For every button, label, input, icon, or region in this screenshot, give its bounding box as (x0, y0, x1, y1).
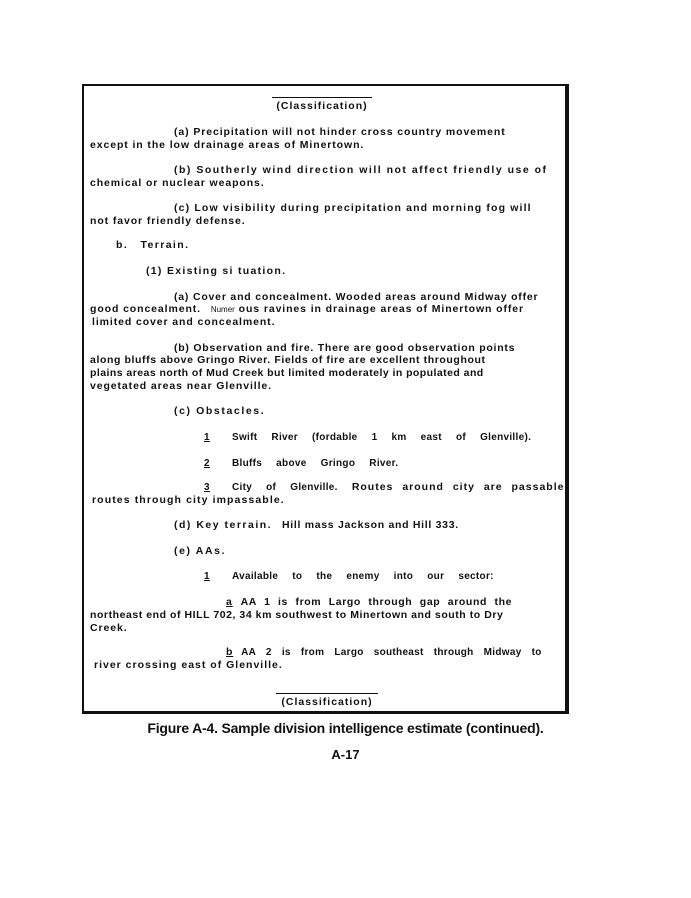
precip-line-1: (a) Precipitation will not hinder cross country movement (174, 126, 506, 138)
classification-top: (Classification) (276, 100, 368, 112)
cover-line-2a: good concealment. (90, 303, 201, 315)
cover-line-2 (90, 303, 524, 316)
aa-1 (204, 570, 494, 583)
classification-bottom: (Classification) (281, 696, 373, 708)
cover-line-2b: Numer (210, 305, 235, 314)
aa-b-text-1: AA 2 is from Largo southeast through Midway to (241, 647, 542, 658)
obs-line-3: plains areas north of Mud Creek but limited moderately in populated and (90, 367, 484, 379)
obstacle-2-text: Bluffs above Gringo River. (231, 458, 399, 469)
classification-rule-top (272, 97, 372, 98)
key-terrain-label: (d) Key terrain. (174, 519, 273, 531)
obstacles-heading: (c) Obstacles. (174, 405, 266, 417)
precip-line-2: except in the low drainage areas of Minertown. (90, 139, 365, 151)
obstacle-1-num: 1 (204, 432, 210, 443)
key-terrain-text: Hill mass Jackson and Hill 333. (281, 519, 459, 531)
cover-line-1: (a) Cover and concealment. Wooded areas around Midway offer (174, 291, 539, 303)
figure-caption: Figure A-4. Sample division intelligence estimate (continued). (147, 720, 544, 736)
aa-b-letter: b (226, 646, 234, 658)
aa-1-num: 1 (204, 571, 210, 582)
obstacle-3-num: 3 (204, 482, 210, 493)
aa-a-line-3: Creek. (90, 622, 128, 634)
vis-line-1: (c) Low visibility during precipitation and morning fog will (174, 202, 532, 214)
obstacle-3-text-2: Routes around city are passable; (351, 481, 569, 493)
obs-line-4: vegetated areas near Glenville. (90, 380, 272, 392)
aa-1-text: Available to the enemy into our sector: (231, 571, 494, 582)
obstacle-3-line-2: routes through city impassable. (92, 494, 285, 506)
existing-situation-heading: (1) Existing si tuation. (146, 265, 287, 277)
classification-rule-bottom (276, 693, 378, 694)
cover-line-2c: ous ravines in drainage areas of Minertown offer (238, 303, 524, 315)
aa-a-line-2: northeast end of HILL 702, 34 km southwest to Minertown and south to Dry (90, 609, 504, 621)
obs-line-1: (b) Observation and fire. There are good observation points (174, 342, 516, 354)
aa-a-text-1: AA 1 is from Largo through gap around the (240, 596, 513, 608)
key-terrain (174, 519, 459, 532)
aa-b-line-2: river crossing east of Glenville. (94, 659, 283, 671)
page-number: A-17 (331, 747, 360, 762)
wind-line-2: chemical or nuclear weapons. (90, 177, 265, 189)
aa-b-line-1 (226, 646, 542, 659)
terrain-heading: b. Terrain. (116, 239, 190, 251)
obstacle-3-text-1: City of Glenville. (231, 482, 338, 493)
obstacle-3 (204, 481, 569, 494)
vis-line-2: not favor friendly defense. (90, 215, 246, 227)
aas-heading: (e) AAs. (174, 545, 227, 557)
aa-a-letter: a (226, 596, 233, 608)
aa-a-line-1 (226, 596, 512, 609)
obstacle-1 (204, 431, 531, 444)
obs-line-2: along bluffs above Gringo River. Fields of fire are excellent throughout (90, 354, 486, 366)
wind-line-1: (b) Southerly wind direction will not affect friendly use of (174, 164, 548, 176)
obstacle-1-text: Swift River (fordable 1 km east of Glenville). (231, 432, 532, 443)
obstacle-2-num: 2 (204, 458, 210, 469)
cover-line-3: limited cover and concealment. (92, 316, 276, 328)
obstacle-2 (204, 457, 398, 470)
